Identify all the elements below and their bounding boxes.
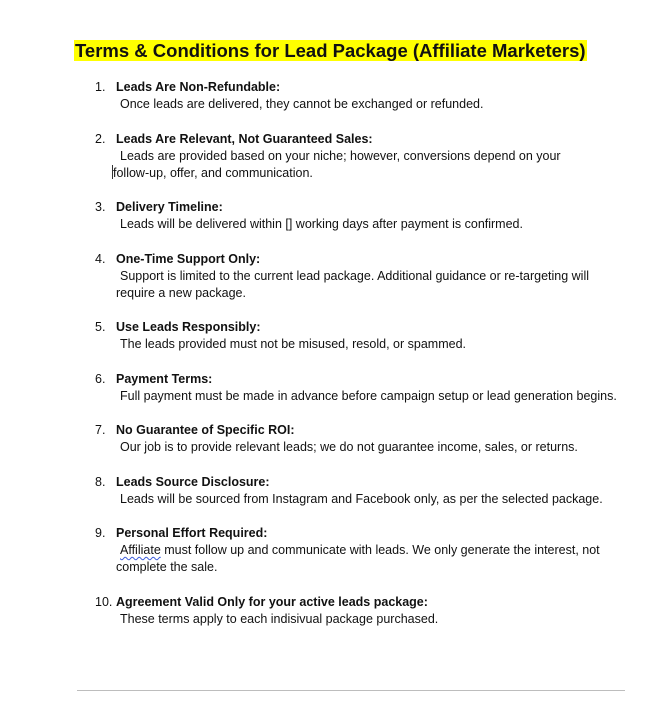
term-heading: Delivery Timeline:: [116, 200, 223, 214]
term-heading: Agreement Valid Only for your active leads package:: [116, 594, 428, 609]
term-item-5: [0, 319, 671, 353]
term-item-10: [0, 594, 671, 628]
terms-list: [0, 79, 671, 645]
document-title: [74, 40, 587, 62]
term-number: 4.: [95, 251, 106, 266]
term-number: 8.: [95, 474, 106, 489]
term-heading: Leads Are Non-Refundable:: [116, 80, 281, 94]
page-bottom-divider: [77, 690, 625, 691]
term-number: 9.: [95, 526, 106, 540]
term-item-8: [0, 474, 671, 508]
term-number: 5.: [95, 320, 106, 334]
term-body: Leads will be delivered within [] working days after payment is confirmed.: [120, 217, 523, 231]
term-item-2: [0, 131, 671, 182]
term-body: These terms apply to each indisivual package purchased.: [120, 611, 439, 626]
term-body: Full payment must be made in advance before campaign setup or lead generation begins.: [120, 388, 617, 403]
term-number: 2.: [95, 131, 106, 146]
term-number: 1.: [95, 80, 106, 94]
term-body: Support is limited to the current lead package. Additional guidance or re-targeting will require a new package.: [116, 268, 590, 300]
term-item-1: [0, 79, 671, 113]
term-number: 3.: [95, 200, 106, 214]
term-body: The leads provided must not be misused, resold, or spammed.: [120, 337, 467, 351]
term-heading: No Guarantee of Specific ROI:: [116, 423, 295, 437]
term-body: [113, 148, 628, 182]
term-heading: Leads Source Disclosure:: [116, 474, 270, 489]
term-item-9: [0, 525, 671, 576]
term-item-7: [0, 422, 671, 456]
term-heading: Payment Terms:: [116, 371, 213, 386]
term-body: Leads will be sourced from Instagram and Facebook only, as per the selected package.: [120, 491, 603, 506]
term-item-6: [0, 371, 671, 405]
term-number: 7.: [95, 423, 106, 437]
term-body-line: follow-up, offer, and communication.: [113, 165, 313, 180]
term-body: Once leads are delivered, they cannot be exchanged or refunded.: [120, 97, 484, 111]
term-body: [116, 542, 628, 576]
highlighted-title-text: Terms & Conditions for Lead Package (Affiliate Marketers): [75, 40, 586, 61]
term-body-text: must follow up and communicate with leads. We only generate the interest, not complete the sale.: [116, 543, 600, 574]
term-item-4: [0, 251, 671, 302]
term-body: Our job is to provide relevant leads; we do not guarantee income, sales, or returns.: [120, 440, 578, 454]
term-heading: Leads Are Relevant, Not Guaranteed Sales:: [116, 131, 373, 146]
term-item-3: [0, 199, 671, 233]
term-number: 10.: [95, 594, 113, 609]
term-body-line: Leads are provided based on your niche; however, conversions depend on your: [120, 148, 561, 163]
term-heading: Personal Effort Required:: [116, 526, 268, 540]
term-heading: Use Leads Responsibly:: [116, 320, 261, 334]
spellcheck-flagged-word[interactable]: Affiliate: [120, 543, 161, 557]
term-heading: One-Time Support Only:: [116, 251, 261, 266]
term-number: 6.: [95, 371, 106, 386]
